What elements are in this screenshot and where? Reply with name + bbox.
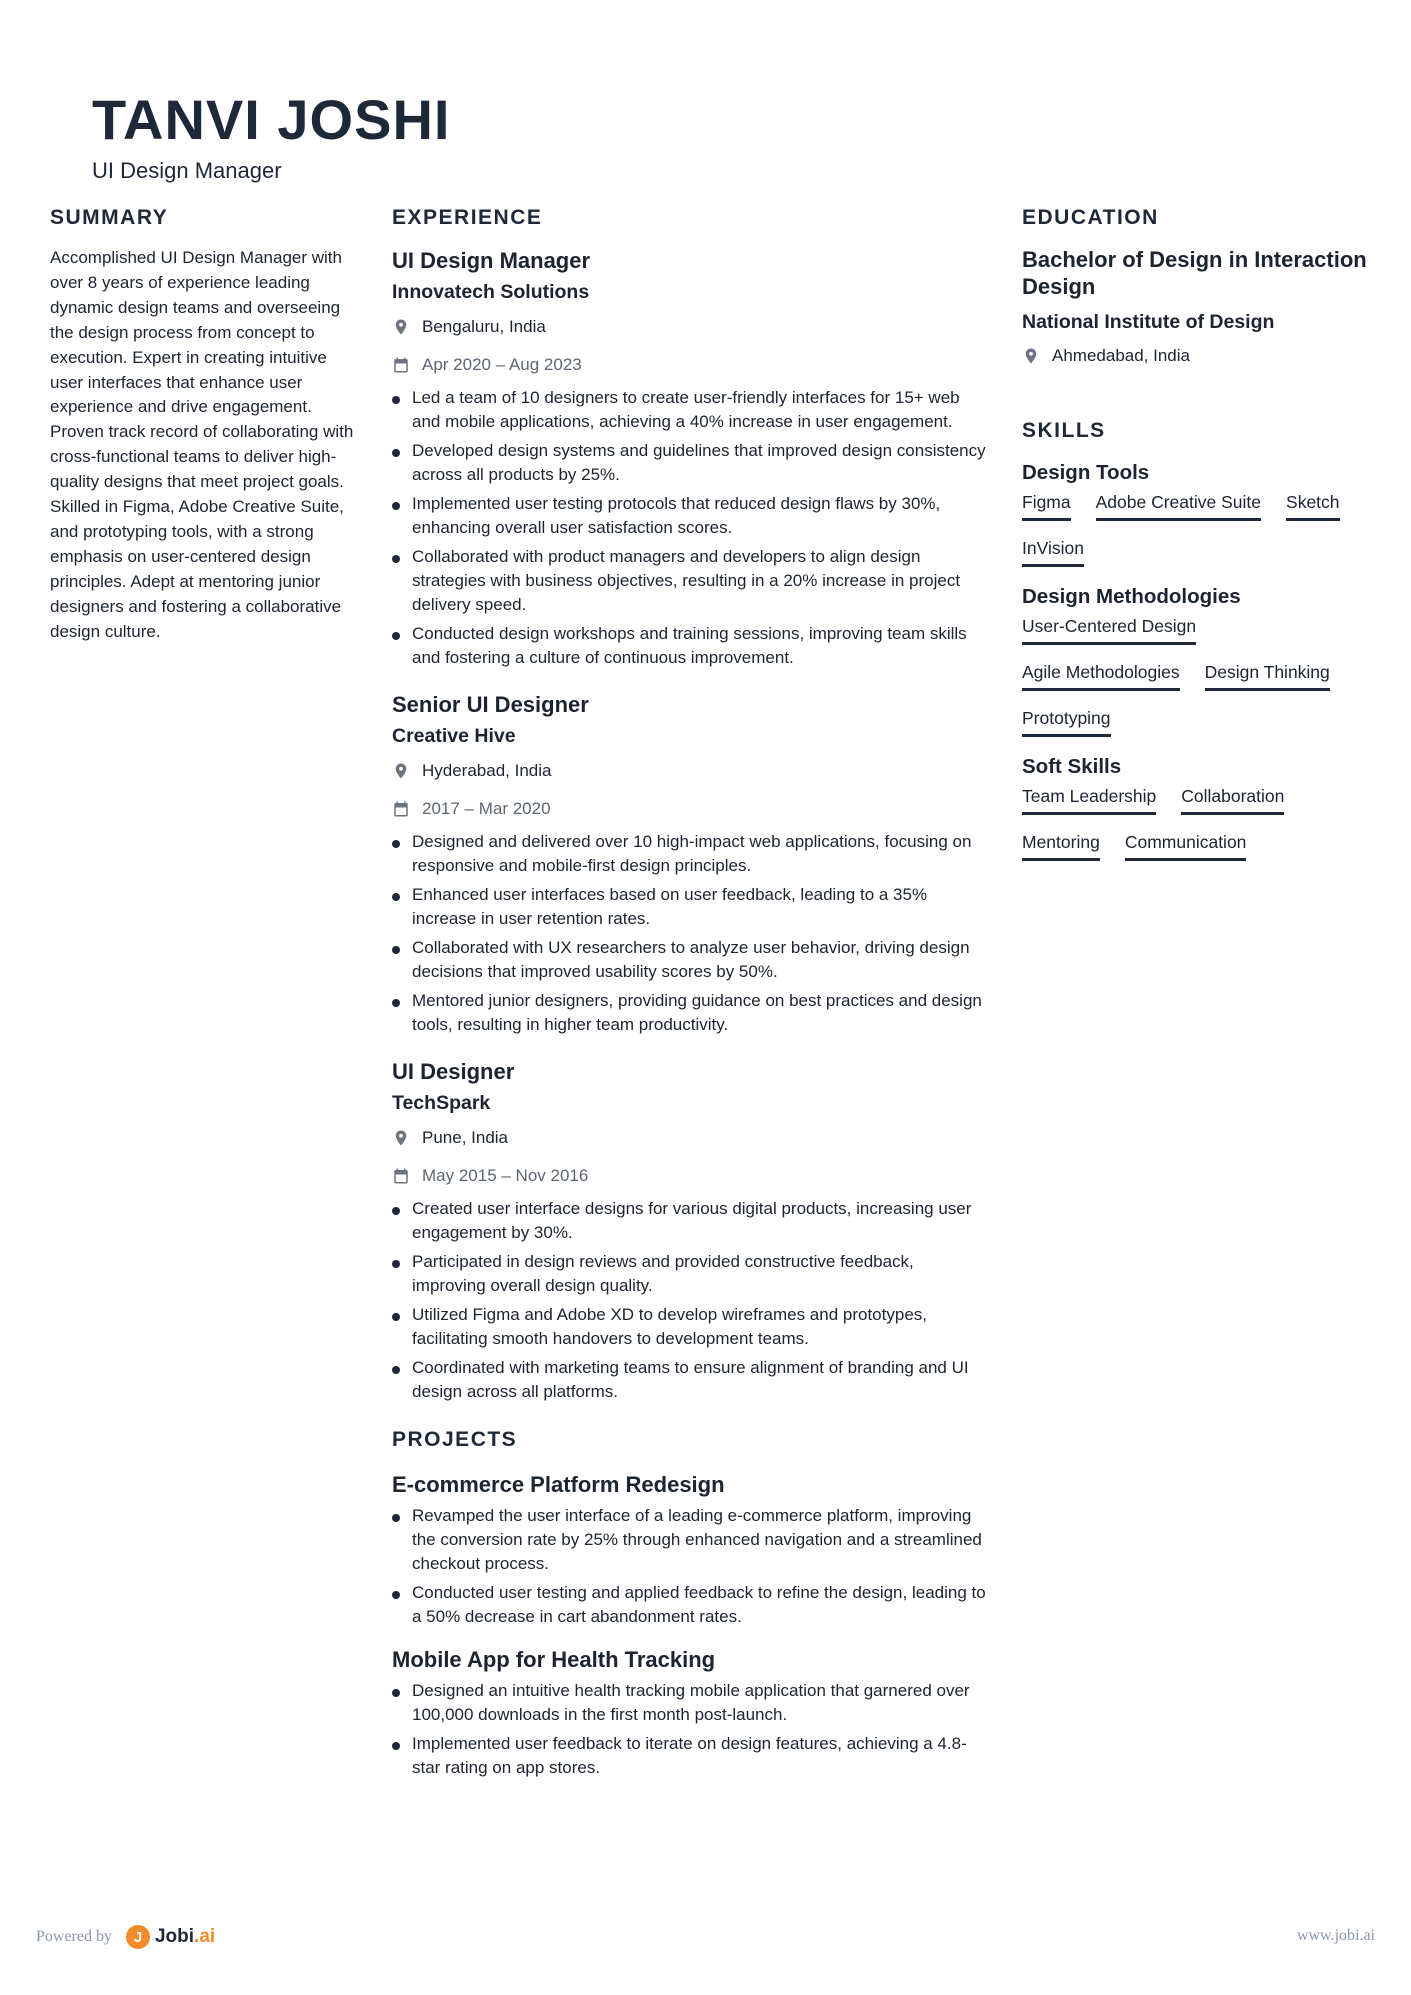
skill-tag: Sketch bbox=[1286, 489, 1340, 521]
summary-text: Accomplished UI Design Manager with over 8 years of experience leading dynamic design teams and overseeing the design process from concept to execution. Expert in creating intuitive user interfaces that enhance user experience and drive engagement. Proven track record of collaborating with cross-functional teams to deliver high-quality designs that meet project goals. Skilled in Figma, Adobe Creative Suite, and prototyping tools, with a strong emphasis on user-centered design principles. Adept at mentoring junior designers and fostering a collaborative design culture. bbox=[50, 248, 354, 641]
education-degree: Bachelor of Design in Interaction Design bbox=[1022, 247, 1367, 299]
skill-group bbox=[1022, 753, 1372, 861]
skill-group bbox=[1022, 583, 1372, 737]
calendar-icon bbox=[392, 800, 410, 818]
location-pin-icon bbox=[392, 318, 410, 336]
job-bullet: Implemented user testing protocols that reduced design flaws by 30%, enhancing overall user satisfaction scores. bbox=[392, 492, 992, 540]
location-pin-icon bbox=[392, 1129, 410, 1147]
job-title: UI Designer bbox=[392, 1059, 515, 1084]
project-bullets bbox=[392, 1504, 992, 1629]
job-bullets bbox=[392, 1197, 992, 1404]
jobi-logo-icon: J bbox=[126, 1925, 150, 1949]
education-location-text: Ahmedabad, India bbox=[1052, 346, 1190, 365]
skill-group-title: Soft Skills bbox=[1022, 755, 1122, 778]
job-company: TechSpark bbox=[392, 1092, 491, 1114]
project-bullet: Revamped the user interface of a leading e-commerce platform, improving the conversion rate by 25% through enhanced navigation and a streamlined checkout process. bbox=[392, 1504, 992, 1576]
project-bullet: Designed an intuitive health tracking mobile application that garnered over 100,000 downloads in the first month post-launch. bbox=[392, 1679, 992, 1727]
experience-item bbox=[392, 1057, 992, 1404]
skills-groups bbox=[1022, 459, 1372, 861]
job-location-text: Pune, India bbox=[422, 1128, 509, 1147]
skill-tag: Communication bbox=[1125, 829, 1247, 861]
job-dates-text: May 2015 – Nov 2016 bbox=[422, 1166, 589, 1185]
job-dates-text: Apr 2020 – Aug 2023 bbox=[422, 355, 582, 374]
projects-list bbox=[392, 1470, 992, 1780]
location-pin-icon bbox=[1022, 347, 1040, 365]
summary-heading: SUMMARY bbox=[50, 206, 169, 229]
job-bullets bbox=[392, 386, 992, 670]
job-company: Creative Hive bbox=[392, 725, 516, 747]
job-location bbox=[392, 314, 992, 340]
job-bullet: Created user interface designs for various digital products, increasing user engagement by 30%. bbox=[392, 1197, 992, 1245]
candidate-name: TANVI JOSHI bbox=[92, 88, 451, 151]
skill-tag: Mentoring bbox=[1022, 829, 1100, 861]
job-bullet: Collaborated with product managers and developers to align design strategies with business objectives, resulting in a 20% increase in project delivery speed. bbox=[392, 545, 992, 617]
job-dates-text: 2017 – Mar 2020 bbox=[422, 799, 551, 818]
job-bullet: Led a team of 10 designers to create user-friendly interfaces for 15+ web and mobile applications, achieving a 40% increase in user engagement. bbox=[392, 386, 992, 434]
education-school: National Institute of Design bbox=[1022, 311, 1275, 333]
project-title: Mobile App for Health Tracking bbox=[392, 1647, 716, 1672]
skill-group bbox=[1022, 459, 1372, 567]
jobi-logo-suffix: .ai bbox=[194, 1926, 216, 1947]
candidate-role: UI Design Manager bbox=[92, 158, 282, 183]
job-dates bbox=[392, 352, 992, 378]
project-item bbox=[392, 1645, 992, 1780]
project-bullet: Implemented user feedback to iterate on design features, achieving a 4.8-star rating on app stores. bbox=[392, 1732, 992, 1780]
job-bullet: Designed and delivered over 10 high-impact web applications, focusing on responsive and mobile-first design principles. bbox=[392, 830, 992, 878]
skill-tag: InVision bbox=[1022, 535, 1084, 567]
skill-tags bbox=[1022, 783, 1372, 861]
experience-list bbox=[392, 246, 992, 1404]
job-bullet: Enhanced user interfaces based on user feedback, leading to a 35% increase in user retention rates. bbox=[392, 883, 992, 931]
experience-item bbox=[392, 690, 992, 1037]
skills-heading: SKILLS bbox=[1022, 419, 1106, 442]
job-dates bbox=[392, 796, 992, 822]
projects-heading: PROJECTS bbox=[392, 1428, 518, 1451]
job-title: Senior UI Designer bbox=[392, 692, 589, 717]
job-location bbox=[392, 1125, 992, 1151]
skill-group-title: Design Tools bbox=[1022, 461, 1150, 484]
summary-column bbox=[50, 202, 360, 645]
job-dates bbox=[392, 1163, 992, 1189]
skill-tags bbox=[1022, 613, 1372, 737]
jobi-logo-name: Jobi bbox=[154, 1926, 195, 1947]
education-heading: EDUCATION bbox=[1022, 206, 1159, 229]
job-location-text: Bengaluru, India bbox=[422, 317, 546, 336]
job-company: Innovatech Solutions bbox=[392, 281, 590, 303]
project-item bbox=[392, 1470, 992, 1629]
job-bullet: Developed design systems and guidelines that improved design consistency across all products by 25%. bbox=[392, 439, 992, 487]
job-location-text: Hyderabad, India bbox=[422, 761, 552, 780]
job-bullet: Utilized Figma and Adobe XD to develop wireframes and prototypes, facilitating smooth handovers to development teams. bbox=[392, 1303, 992, 1351]
skill-tag: Prototyping bbox=[1022, 705, 1111, 737]
website-link[interactable]: www.jobi.ai bbox=[1296, 1927, 1375, 1944]
project-title: E-commerce Platform Redesign bbox=[392, 1472, 725, 1497]
skill-tags bbox=[1022, 489, 1372, 567]
job-bullet: Conducted design workshops and training sessions, improving team skills and fostering a culture of continuous improvement. bbox=[392, 622, 992, 670]
jobi-logo[interactable] bbox=[126, 1925, 215, 1949]
job-bullets bbox=[392, 830, 992, 1037]
project-bullet: Conducted user testing and applied feedback to refine the design, leading to a 50% decrease in cart abandonment rates. bbox=[392, 1581, 992, 1629]
experience-column bbox=[392, 202, 992, 1796]
education-location bbox=[1022, 343, 1372, 369]
job-location bbox=[392, 758, 992, 784]
skill-tag: Collaboration bbox=[1181, 783, 1284, 815]
location-pin-icon bbox=[392, 762, 410, 780]
skill-tag: Figma bbox=[1022, 489, 1071, 521]
skill-tag: User-Centered Design bbox=[1022, 613, 1196, 645]
experience-item bbox=[392, 246, 992, 670]
jobi-logo-text bbox=[155, 1926, 215, 1948]
powered-by bbox=[36, 1925, 215, 1949]
experience-heading: EXPERIENCE bbox=[392, 206, 543, 229]
job-bullet: Coordinated with marketing teams to ensure alignment of branding and UI design across all platforms. bbox=[392, 1356, 992, 1404]
skill-tag: Team Leadership bbox=[1022, 783, 1156, 815]
education-skills-column bbox=[1022, 202, 1372, 877]
skill-tag: Design Thinking bbox=[1205, 659, 1330, 691]
skill-group-title: Design Methodologies bbox=[1022, 585, 1241, 608]
job-bullet: Collaborated with UX researchers to analyze user behavior, driving design decisions that improved usability scores by 50%. bbox=[392, 936, 992, 984]
calendar-icon bbox=[392, 356, 410, 374]
calendar-icon bbox=[392, 1167, 410, 1185]
project-bullets bbox=[392, 1679, 992, 1780]
powered-by-label: Powered by bbox=[36, 1928, 112, 1945]
job-bullet: Participated in design reviews and provided constructive feedback, improving overall design quality. bbox=[392, 1250, 992, 1298]
skill-tag: Adobe Creative Suite bbox=[1096, 489, 1261, 521]
job-title: UI Design Manager bbox=[392, 248, 591, 273]
skill-tag: Agile Methodologies bbox=[1022, 659, 1180, 691]
job-bullet: Mentored junior designers, providing guidance on best practices and design tools, resulting in higher team productivity. bbox=[392, 989, 992, 1037]
